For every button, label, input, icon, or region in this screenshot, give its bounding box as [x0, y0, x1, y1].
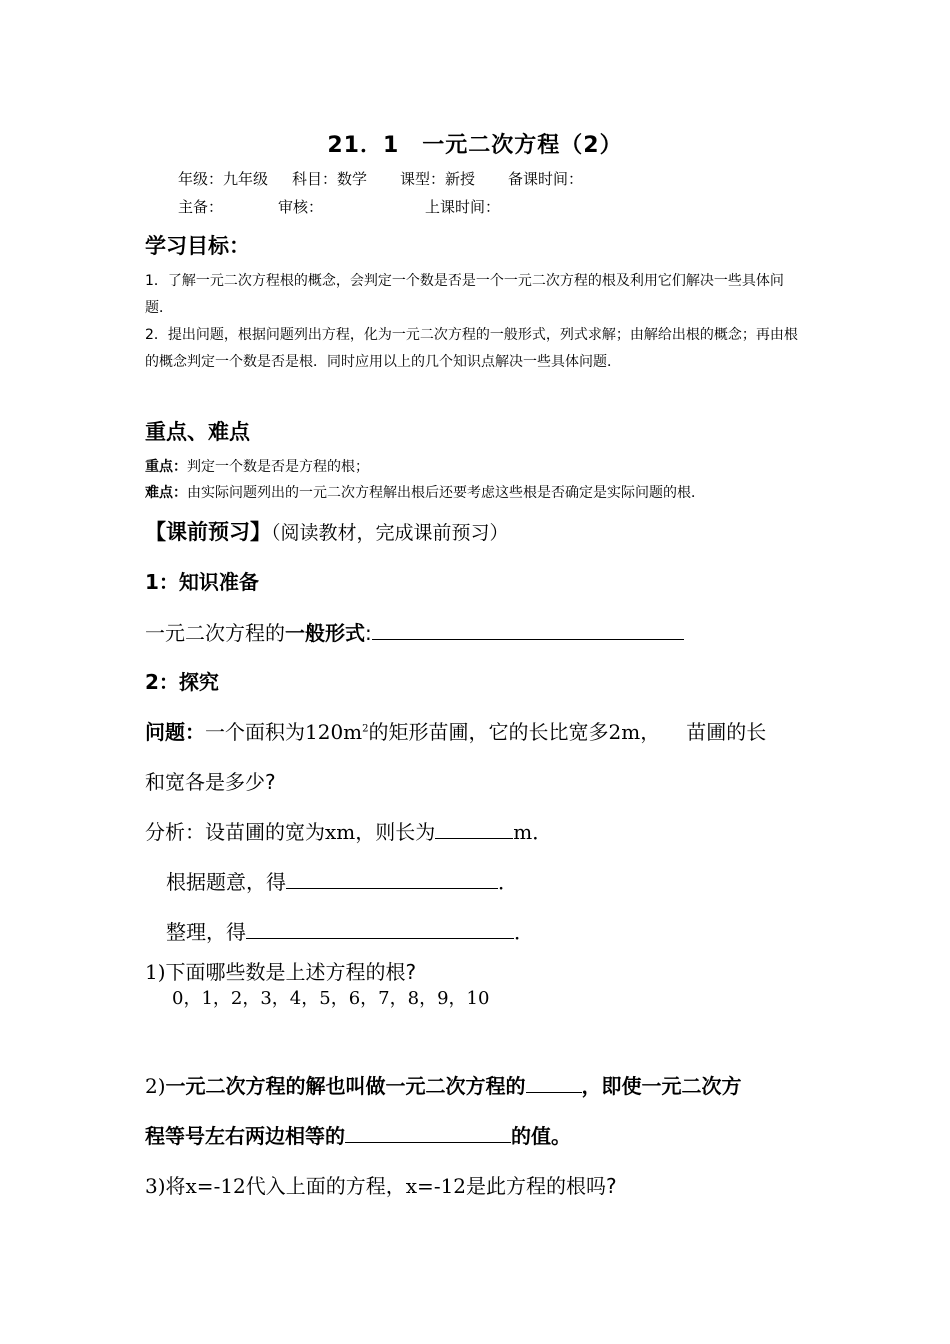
arranged-blank[interactable]	[246, 918, 514, 939]
equation-blank[interactable]	[286, 868, 498, 889]
equation-period: ．	[498, 870, 518, 894]
problem-part1: 一个面积为	[205, 720, 305, 744]
length-blank[interactable]	[435, 818, 513, 839]
question-2-line-1	[145, 1070, 742, 1099]
question-2-part2: ，即使一元二次方	[581, 1074, 742, 1098]
objectives-heading: 学习目标：	[145, 234, 250, 258]
question-2-line-2	[145, 1120, 571, 1149]
grade-label: 年级：九年级	[178, 170, 269, 188]
question-3-number: 3)	[145, 1174, 166, 1198]
question-3-part3: 是此方程的根吗?	[466, 1174, 617, 1198]
key-point-label: 重点：	[145, 459, 187, 475]
difficulty-label: 难点：	[145, 485, 187, 501]
question-2-line2b: 的值。	[511, 1124, 571, 1148]
difficulty-row	[145, 482, 705, 502]
problem-line-1	[145, 716, 766, 745]
problem-diff: 2m，	[608, 720, 661, 744]
unknown-value-blank[interactable]	[345, 1122, 511, 1143]
course-type-label: 课型：新授	[400, 170, 476, 188]
preview-heading: 【课前预习】	[145, 520, 271, 544]
problem-area-exponent: 2	[362, 723, 369, 735]
class-time-label: 上课时间：	[425, 198, 501, 216]
candidate-numbers: 0，1，2，3，4，5，6，7，8，9，10	[172, 988, 490, 1009]
preview-note: （阅读教材，完成课前预习）	[271, 522, 509, 544]
analysis-unit: m．	[513, 820, 553, 844]
arranged-row	[166, 916, 534, 945]
subject-label: 科目：数学	[292, 170, 368, 188]
objective-item-2: 2．提出问题，根据问题列出方程，化为一元二次方程的一般形式，列式求解；由解给出根的概念；再由根的概念判定一个数是否是根．同时应用以上的几个知识点解决一些具体问题．	[145, 327, 798, 370]
question-2-line2a: 程等号左右两边相等的	[145, 1124, 345, 1148]
question-3-part1: 将	[165, 1174, 186, 1198]
question-3-row	[145, 1170, 617, 1199]
prep-time-label: 备课时间：	[508, 170, 584, 188]
objective-item-1: 1．了解一元二次方程根的概念，会判定一个数是否是一个一元二次方程的根及利用它们解决一些具体问题．	[145, 273, 784, 316]
page-title: 21．1 一元二次方程（2）	[327, 133, 623, 158]
question-3-part2: 代入上面的方程，	[245, 1174, 406, 1198]
problem-line-2: 和宽各是多少?	[145, 770, 276, 794]
problem-area: 120m	[305, 720, 363, 744]
arranged-period: ．	[514, 920, 534, 944]
question-3-x2: x=-12	[405, 1174, 467, 1198]
section-explore-heading: 2：探究	[145, 670, 219, 694]
key-point-text: 判定一个数是否是方程的根；	[187, 459, 369, 475]
problem-part2: 的矩形苗圃，它的长比宽多	[368, 720, 609, 744]
analysis-var: xm	[325, 820, 356, 844]
difficulty-text: 由实际问题列出的一元二次方程解出根后还要考虑这些根是否确定是实际问题的根．	[187, 485, 705, 501]
question-2-part1: 一元二次方程的解也叫做一元二次方程的	[165, 1074, 526, 1098]
section-knowledge-heading: 1：知识准备	[145, 570, 259, 594]
analysis-row	[145, 816, 552, 845]
general-form-bold: 一般形式	[285, 621, 365, 645]
general-form-row	[145, 617, 684, 646]
question-1-text: 下面哪些数是上述方程的根?	[165, 960, 417, 984]
general-form-prefix: 一元二次方程的	[145, 621, 285, 645]
problem-part3: 苗圃的长	[686, 720, 767, 744]
analysis-mid: ，则长为	[355, 820, 436, 844]
arrange-label: 整理，得	[166, 920, 246, 944]
problem-label: 问题：	[145, 720, 205, 744]
general-form-blank[interactable]	[372, 619, 684, 640]
general-form-colon: :	[365, 621, 372, 645]
question-2-number: 2)	[145, 1074, 166, 1098]
question-3-x1: x=-12	[185, 1174, 246, 1198]
key-points-heading: 重点、难点	[145, 420, 250, 444]
analysis-prefix: 分析：设苗圃的宽为	[145, 820, 325, 844]
equation-row	[166, 866, 518, 895]
key-point-row	[145, 456, 369, 476]
lead-label: 主备：	[178, 198, 224, 216]
by-meaning-label: 根据题意，得	[166, 870, 286, 894]
review-label: 审核：	[278, 198, 324, 216]
preview-heading-row	[145, 516, 509, 546]
question-1-row	[145, 956, 416, 985]
question-1-number: 1)	[145, 960, 166, 984]
root-name-blank[interactable]	[526, 1072, 582, 1093]
